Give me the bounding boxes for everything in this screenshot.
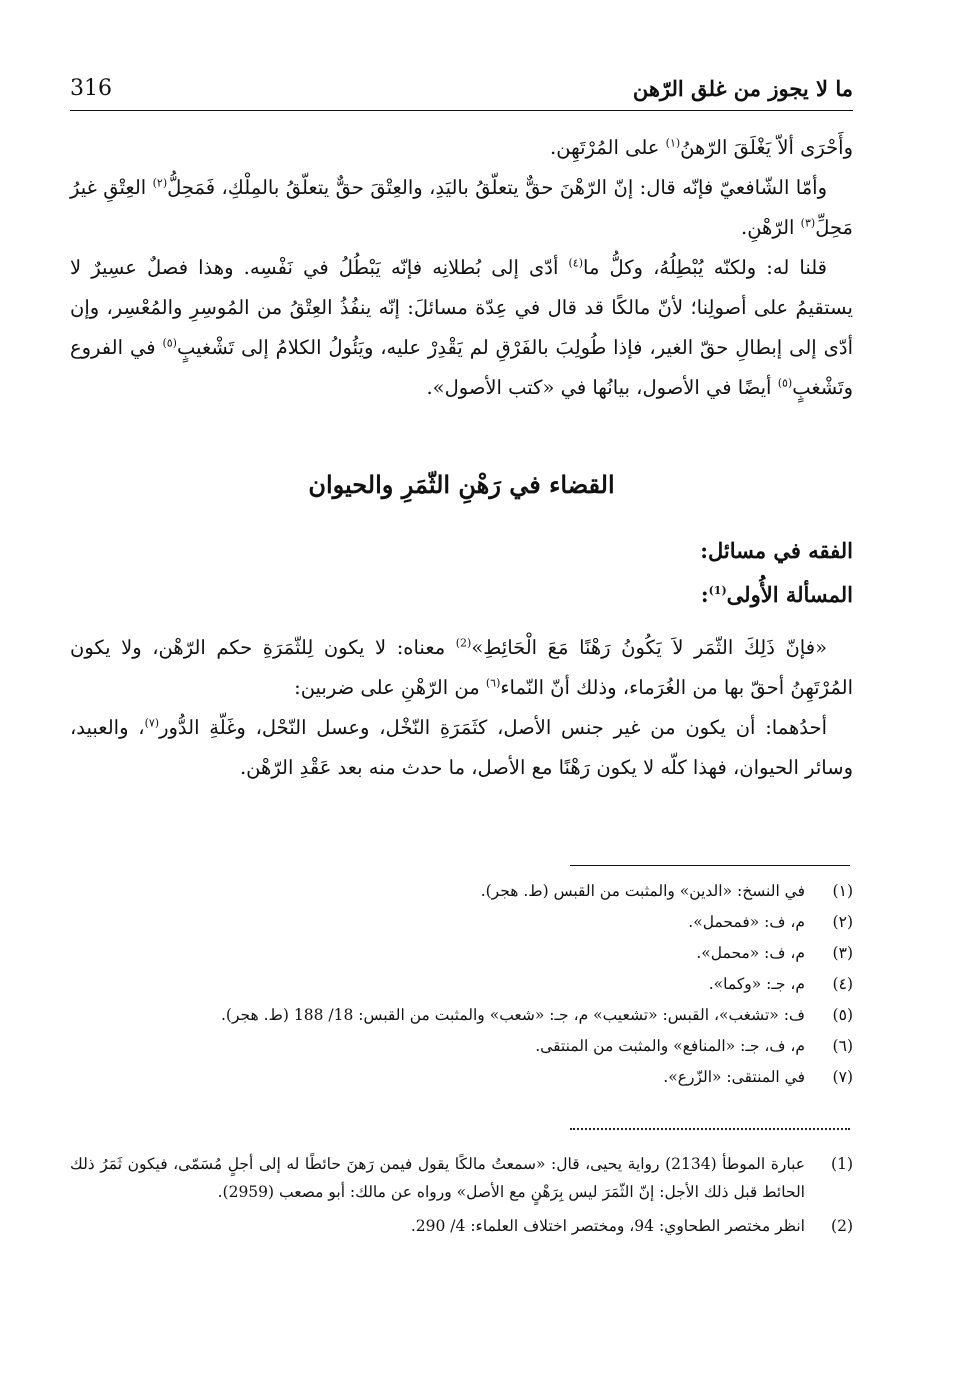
footnote: (٣) م، ف: «محمل». [696,944,853,962]
footnote-ref: (١) [665,136,681,150]
paragraph: أحدُهما: أن يكون من غير جنس الأصل، كثَمَرَةِ النّخْل، وعسل النّحْل، وغَلّةِ الدُّور$^{(٧)}$، والعبيد، وسائر الحيوان، فهذا كلّه لا يكون رَهْنًا مع الأصل، ما حدث منه بعد عَقْدِ الرّهْن. [70,716,853,779]
footnote-ref: (٢) [152,176,168,190]
footnote: (١) في النسخ: «الدين» والمثبت من القبس (ط. هجر). [480,882,853,900]
page-header [70,68,853,108]
footnote: (2) انظر مختصر الطحاوي: 94، ومختصر اختلاف العلماء: 4/ 290. [410,1217,853,1235]
issue-text [70,628,853,788]
footnote: (1) عبارة الموطأ (2134) رواية يحيى، قال: «سمعتُ مالكًا يقول فيمن رَهنَ حائطًا له إلى أجلٍ مُسَمّى، فيكون ثَمَرُ ذلك الحائط قبل ذلك الأجل: إنّ الثّمَرَ ليس بِرَهْنٍ مع الأصل» ورواه عن مالك: أبو مصعب (2959). [70,1155,853,1201]
footnote-ref: (٤) [568,256,583,270]
paragraph: قلنا له: ولكنّه يُبْطِلُهُ، وكلُّ ما$^{(٤)}$ أدّى إلى بُطلانِه فإنّه يَبْطُلُ في نَفْسِه. وهذا فصلٌ عسِيرٌ لا يستقيمُ على أصولِنا؛ لأنّ مالكًا قد قال في عِدّة مسائلَ: إنّه ينفُذُ العِتْقُ من المُوسِرِ والمُعْسِر، وإن أدّى إلى إبطالِ حقّ الغير، فإذا طُولِبَ بالفَرْقِ لم يَقْدِرْ عليه، ويَئُولُ الكلامُ إلى تَشْغيبٍ$^{(٥)}$ في الفروع وتَشْغبٍ$^{(٥)}$ أيضًا في الأصول، بيانُها في «كتب الأصول». [70,256,853,399]
manuscript-footnotes [70,876,853,1093]
dotted-separator [570,1128,850,1130]
footnote: (٦) م، ف، جـ: «المنافع» والمثبت من المنتقى. [535,1037,853,1055]
footnote-ref: (2) [455,636,472,650]
paragraph: وأمّا الشّافعيّ فإنّه قال: إنّ الرّهْنَ حقٌّ يتعلّقُ باليَدِ، والعِتْقَ حقٌّ يتعلّقُ بالمِلْكِ، فَمَحِلُّ$^{(٢)}$ العِتْقِ غيرُ مَحِلِّ$^{(٣)}$ الرّهْنِ. [70,176,853,239]
footnote: (٥) ف: «تشغب»، القبس: «تشعيب» م، جـ: «شعب» والمثبت من القبس: 18/ 188 (ط. هجر). [220,1006,853,1024]
page-number: 316 [70,75,112,101]
footnote: (٧) في المنتقى: «الزّرع». [663,1068,853,1086]
footnote-ref: (٦) [485,676,501,690]
paragraph: وأَحْرَى ألاّ يَغْلَقَ الرّهنُ$^{(١)}$ على المُرْتَهِن. [550,136,853,159]
footnote: (٢) م، ف: «فمحمل». [688,913,853,931]
section-heading: القضاء في رَهْنِ الثّمَرِ والحيوان [308,470,615,499]
subheading-issue: المسألة الأُولى$^{(1)}$: [700,582,853,607]
header-rule [70,110,853,111]
editor-footnotes [70,1150,853,1246]
opening-text [70,128,853,408]
paragraph: «فإنّ ذَلِكَ الثّمَر لاَ يَكُونُ رَهْنًا مَعَ الْحَائِطِ»$^{(2)}$ معناه: لا يكون لِلثّمَرَةِ حكم الرّهْن، ولا يكون المُرْتَهِنُ أحقّ بها من الغُرَماء، وذلك أنّ النّماء$^{(٦)}$ من الرّهْنِ على ضربين: [70,636,853,699]
footnote-rule [570,865,850,866]
footnote-ref: (٥) [777,376,793,390]
footnote-ref: (٥) [162,336,177,350]
subheading-fiqh: الفقه في مسائل: [700,538,853,563]
running-title: ما لا يجوز من غلق الرّهن [632,75,853,101]
footnote-ref: (1) [708,584,727,597]
footnote: (٤) م، جـ: «وكما». [708,975,853,993]
footnote-ref: (٣) [800,216,816,230]
footnote-ref: (٧) [144,716,160,730]
